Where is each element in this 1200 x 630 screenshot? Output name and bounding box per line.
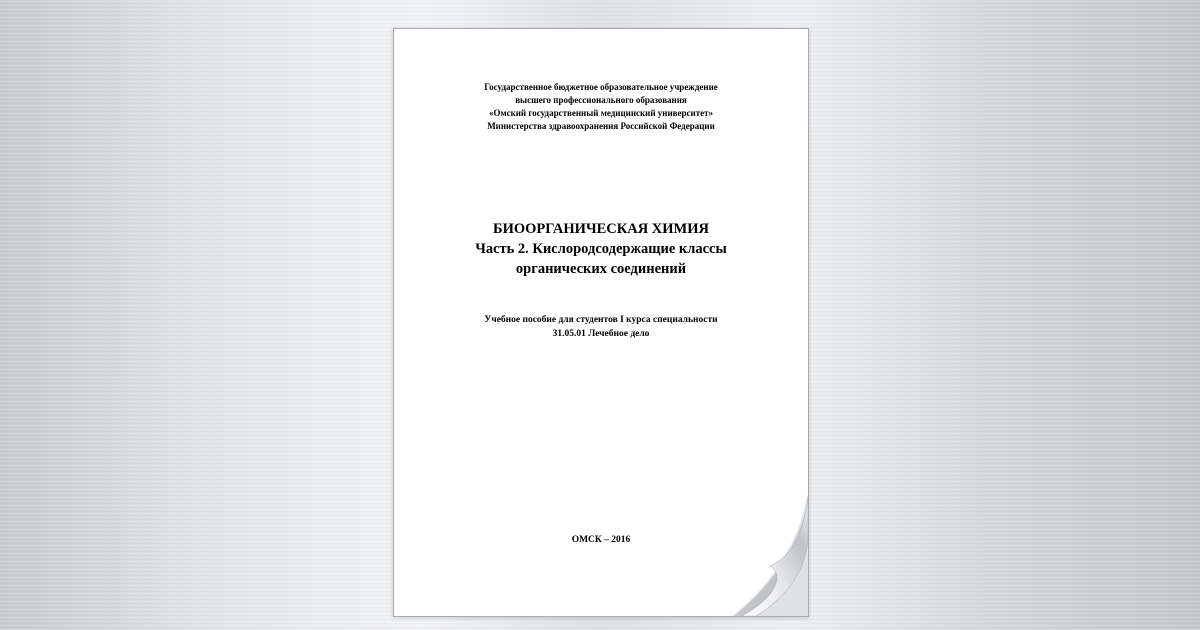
- title-line: Часть 2. Кислородсодержащие классы: [475, 241, 727, 257]
- institution-line: Министерства здравоохранения Российской Федерации: [487, 121, 715, 131]
- title-line: органических соединений: [515, 261, 687, 277]
- place-year: ОМСК – 2016: [571, 535, 631, 545]
- institution-block: [394, 81, 808, 133]
- institution-line: Государственное бюджетное образовательное учреждение: [484, 82, 718, 92]
- title-page-content: [394, 29, 808, 616]
- document-subtitle: [394, 313, 808, 341]
- document-title: [394, 219, 808, 279]
- subtitle-line: Учебное пособие для студентов I курса специальности: [484, 315, 718, 325]
- document-page: [393, 28, 809, 617]
- subtitle-line: 31.05.01 Лечебное дело: [552, 329, 650, 339]
- institution-line: высшего профессионального образования: [515, 95, 687, 105]
- title-line: БИООРГАНИЧЕСКАЯ ХИМИЯ: [492, 221, 709, 237]
- institution-line: «Омский государственный медицинский университет»: [488, 108, 714, 118]
